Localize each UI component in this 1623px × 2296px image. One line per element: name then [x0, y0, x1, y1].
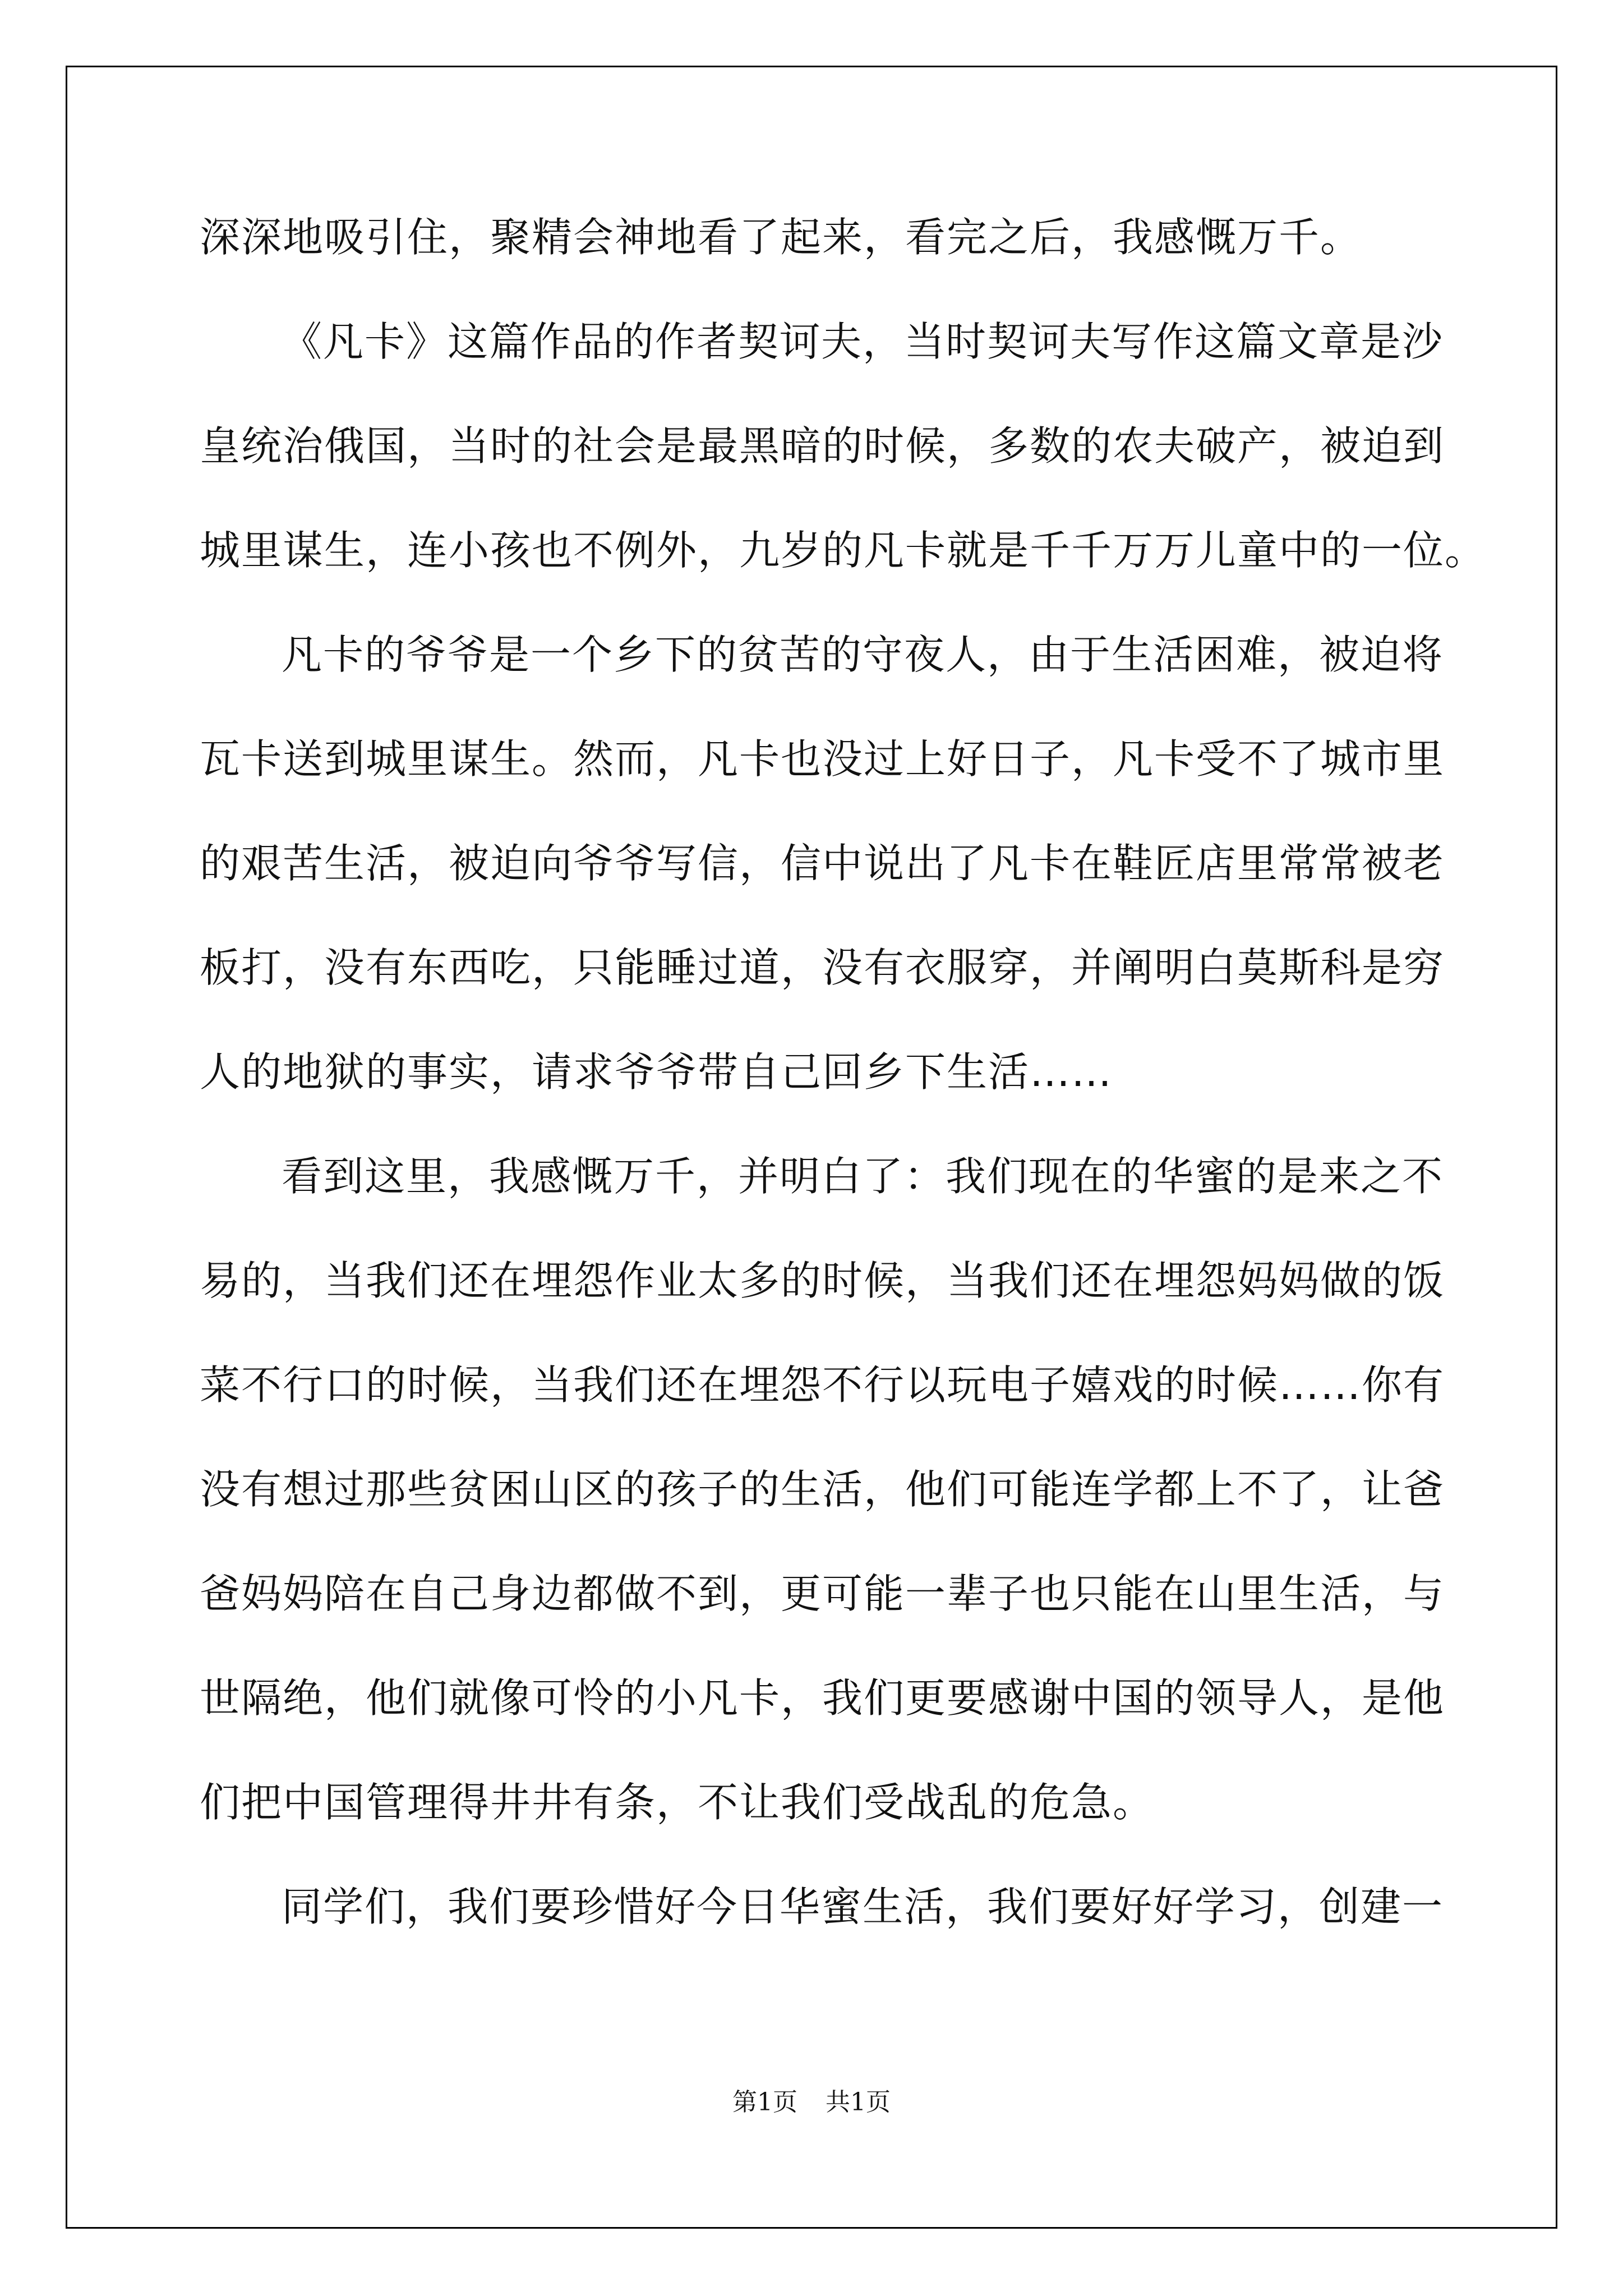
text-line: 看到这里，我感慨万千，并明白了：我们现在的华蜜的是来之不	[282, 1153, 1444, 1200]
text-line: 《凡卡》这篇作品的作者契诃夫，当时契诃夫写作这篇文章是沙	[282, 318, 1444, 365]
text-line: 没有想过那些贫困山区的孩子的生活，他们可能连学都上不了，让爸	[200, 1466, 1445, 1513]
text-line: 人的地狱的事实，请求爷爷带自己回乡下生活……	[200, 1048, 1113, 1096]
text-line: 城里谋生，连小孩也不例外，九岁的凡卡就是千千万万儿童中的一位。	[200, 527, 1487, 574]
text-line: 皇统治俄国，当时的社会是最黑暗的时候，多数的农夫破产，被迫到	[200, 422, 1445, 470]
text-line: 爸妈妈陪在自己身边都做不到，更可能一辈子也只能在山里生活，与	[200, 1570, 1445, 1617]
page-total: 共1页	[826, 2088, 891, 2116]
text-line: 易的，当我们还在埋怨作业太多的时候，当我们还在埋怨妈妈做的饭	[200, 1257, 1445, 1304]
text-line: 板打，没有东西吃，只能睡过道，没有衣服穿，并阐明白莫斯科是穷	[200, 944, 1445, 991]
text-line: 菜不行口的时候，当我们还在埋怨不行以玩电子嬉戏的时候……你有	[200, 1361, 1445, 1409]
page-number: 第1页	[732, 2088, 797, 2116]
text-line: 深深地吸引住，聚精会神地看了起来，看完之后，我感慨万千。	[200, 214, 1362, 261]
text-line: 世隔绝，他们就像可怜的小凡卡，我们更要感谢中国的领导人，是他	[200, 1674, 1445, 1722]
text-line: 凡卡的爷爷是一个乡下的贫苦的守夜人，由于生活困难，被迫将	[282, 631, 1444, 678]
text-line: 同学们，我们要珍惜好今日华蜜生活，我们要好好学习，创建一	[282, 1883, 1444, 1930]
text-line: 瓦卡送到城里谋生。然而，凡卡也没过上好日子，凡卡受不了城市里	[200, 735, 1445, 783]
text-line: 们把中国管理得井井有条，不让我们受战乱的危急。	[200, 1779, 1155, 1826]
document-body	[200, 209, 1487, 1983]
page-footer	[0, 2086, 1623, 2119]
text-line: 的艰苦生活，被迫向爷爷写信，信中说出了凡卡在鞋匠店里常常被老	[200, 840, 1445, 887]
